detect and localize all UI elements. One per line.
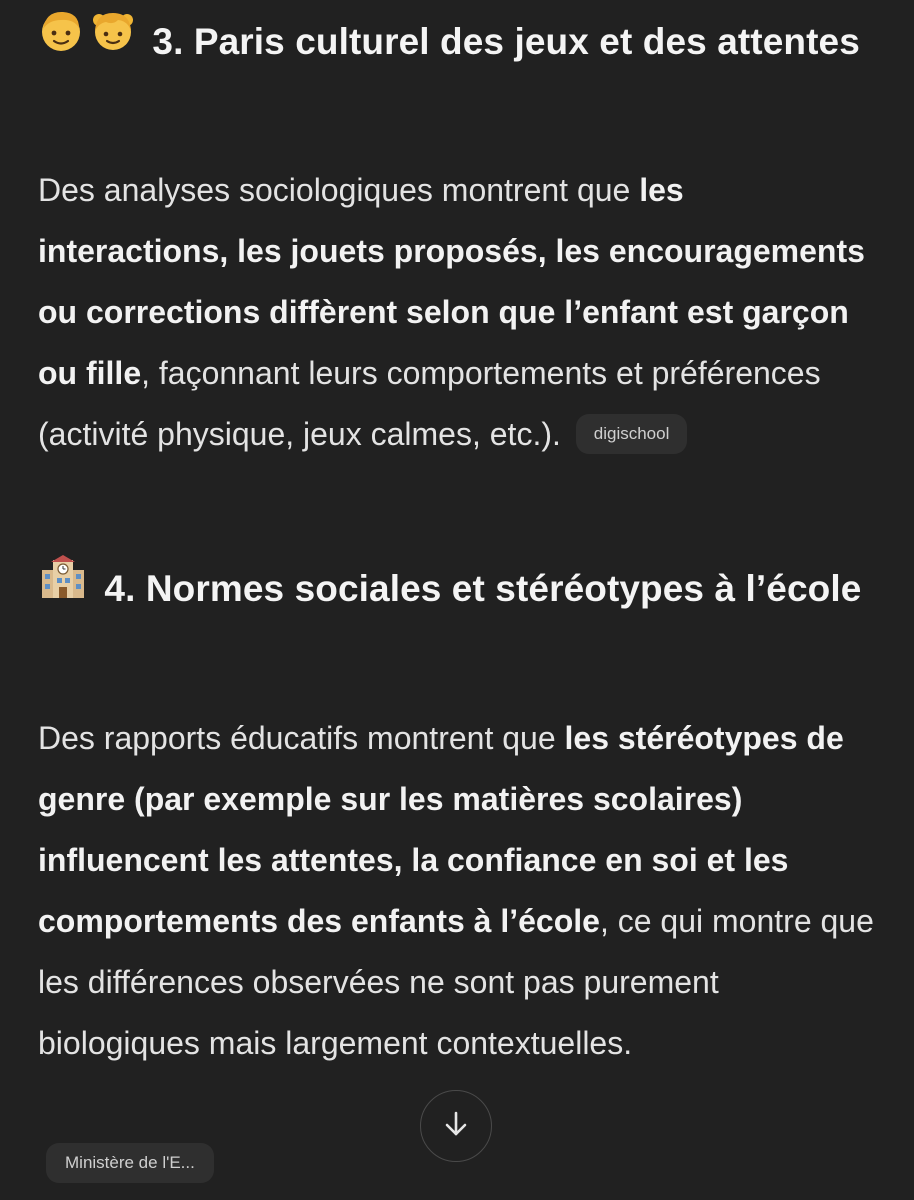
girl-emoji-icon	[90, 7, 136, 73]
section-heading-4	[38, 557, 878, 624]
paragraph-bold-text: les interactions, les jouets proposés, les encouragements ou corrections diffèrent selon que l’enfant est garçon ou fille	[38, 172, 865, 391]
paragraph-bold-text: les stéréotypes de genre (par exemple sur les matières scolaires) influencent les attentes, la confiance en soi et les comportements des enfants à l’école	[38, 720, 844, 939]
school-emoji-icon	[38, 554, 88, 620]
section-heading-3	[38, 10, 878, 77]
paragraph-text-end: , ce qui montre que les différences observées ne sont pas purement biologiques mais largement contextuelles.	[38, 903, 874, 1061]
section-title-4: 4. Normes sociales et stéréotypes à l’école	[104, 568, 862, 609]
section-title-3: 3. Paris culturel des jeux et des attentes	[152, 21, 860, 62]
source-chip-digischool[interactable]: digischool	[576, 414, 688, 454]
arrow-down-icon	[441, 1109, 471, 1144]
boy-emoji-icon	[38, 7, 84, 73]
section-paragraph-3	[38, 160, 878, 465]
scroll-to-bottom-button[interactable]	[420, 1090, 492, 1162]
paragraph-text: Des analyses sociologiques montrent que	[38, 172, 640, 208]
source-chip-ministere[interactable]: Ministère de l'E...	[46, 1143, 214, 1183]
section-paragraph-4	[38, 708, 878, 1074]
paragraph-text: Des rapports éducatifs montrent que	[38, 720, 565, 756]
paragraph-text-end: , façonnant leurs comportements et préférences (activité physique, jeux calmes, etc.).	[38, 355, 821, 452]
